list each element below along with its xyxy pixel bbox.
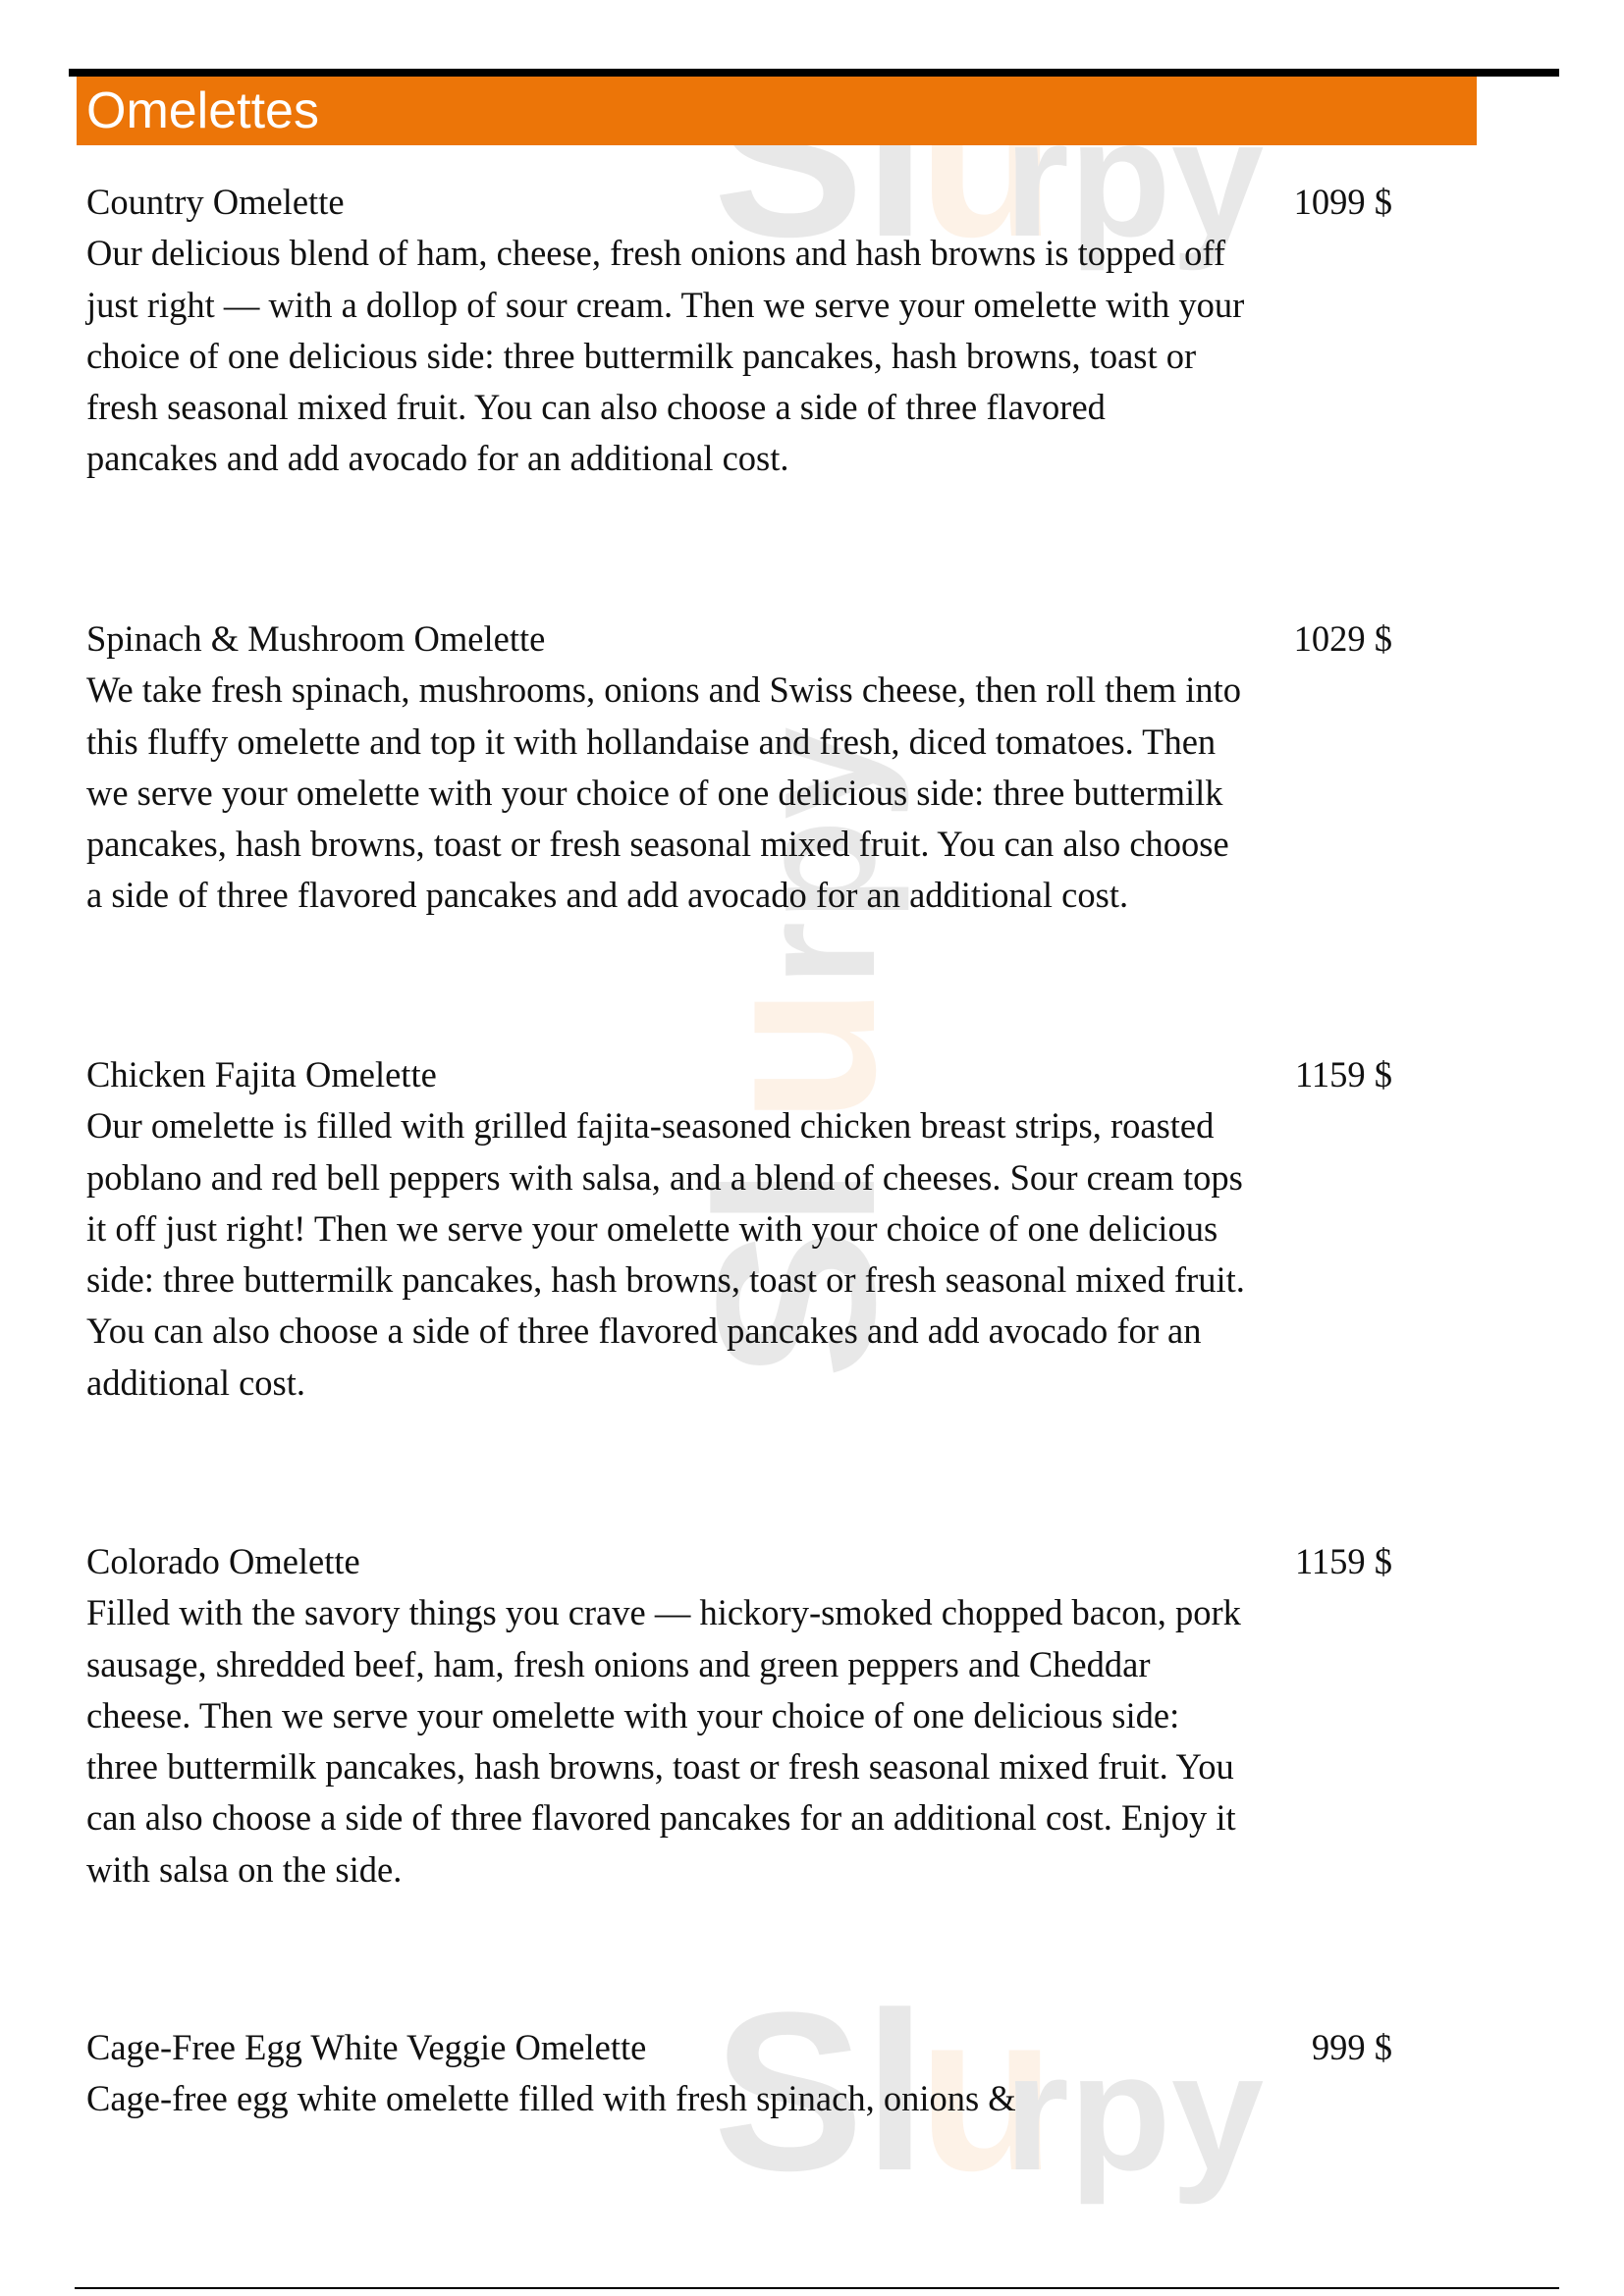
menu-item-description: Our delicious blend of ham, cheese, fresh onions and hash browns is topped off just right — with a dollop of sour cream. Then we serve your omelette with your choice of one delicious side: three buttermilk pancakes, hash browns, toast or fresh seasonal mixed fruit. You can also choose a side of three flavored pancakes and add avocado for an additional cost. (86, 233, 1245, 479)
menu-item-description: Our omelette is filled with grilled fajita-seasoned chicken breast strips, roasted poblano and red bell peppers with salsa, and a blend of cheeses. Sour cream tops it off just right! Then we serve your omelette with your choice of one delicious side: three buttermilk pancakes, hash browns, toast or fresh seasonal mixed fruit. You can also choose a side of three flavored pancakes and add avocado for an additional cost. (86, 1105, 1245, 1403)
menu-item-price: 1099 $ (1293, 182, 1392, 222)
bottom-rule (75, 2287, 1559, 2289)
section-title: Omelettes (86, 82, 319, 139)
svg-text:Sl: Sl (713, 1965, 927, 2217)
menu-item-price: 1029 $ (1293, 618, 1392, 659)
menu-item-price: 1159 $ (1294, 1054, 1392, 1095)
menu-item-description: We take fresh spinach, mushrooms, onions and Swiss cheese, then roll them into this fluffy omelette and top it with hollandaise and fresh, diced tomatoes. Then we serve your omelette with your choice of one delicious side: three buttermilk pancakes, hash browns, toast or fresh seasonal mixed fruit. You can also choose a side of three flavored pancakes and add avocado for an additional cost. (86, 669, 1242, 916)
svg-text:Sl: Sl (670, 1165, 922, 1379)
menu-item-description: Cage-free egg white omelette filled with fresh spinach, onions & (86, 2078, 1016, 2119)
menu-item-name: Colorado Omelette (86, 1541, 360, 1581)
menu-item (86, 1049, 1392, 1409)
menu-item-name: Country Omelette (86, 182, 345, 222)
menu-item (86, 177, 1392, 485)
menu-item (86, 614, 1392, 922)
svg-text:rpy: rpy (724, 726, 910, 987)
svg-text:rpy: rpy (1003, 2019, 1265, 2206)
menu-item-description: Filled with the savory things you crave — hickory-smoked chopped bacon, pork sausage, shredded beef, ham, fresh onions and green peppers and Cheddar cheese. Then we serve your omelette with your choice of one delicious side: three buttermilk pancakes, hash browns, toast or fresh seasonal mixed fruit. You can also choose a side of three flavored pancakes for an additional cost. Enjoy it with salsa on the side. (86, 1592, 1241, 1890)
section-header (77, 77, 1477, 145)
top-rule (69, 69, 1559, 77)
svg-text:rpy: rpy (1003, 85, 1265, 272)
svg-text:u: u (670, 986, 922, 1124)
menu-item-name: Spinach & Mushroom Omelette (86, 618, 546, 659)
menu-item-name: Chicken Fajita Omelette (86, 1054, 437, 1095)
menu-item (86, 1536, 1392, 1896)
menu-item (86, 2022, 1392, 2125)
svg-text:u: u (917, 31, 1056, 284)
svg-text:Sl: Sl (713, 31, 927, 284)
menu-item-price: 999 $ (1311, 2027, 1392, 2067)
svg-text:u: u (917, 1965, 1056, 2217)
menu-item-price: 1159 $ (1294, 1541, 1392, 1581)
menu-item-name: Cage-Free Egg White Veggie Omelette (86, 2027, 647, 2067)
